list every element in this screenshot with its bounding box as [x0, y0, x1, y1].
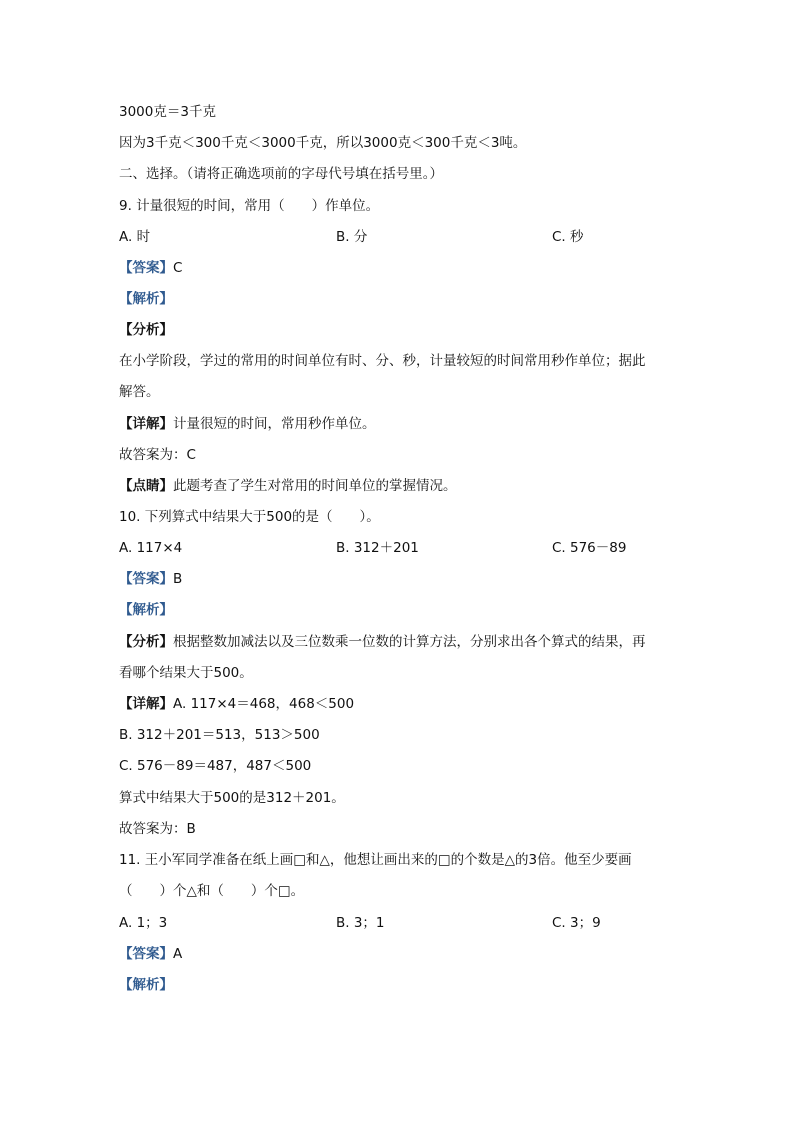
question-11: 11. 王小军同学准备在纸上画□和△，他想让画出来的□的个数是△的3倍。他至少要画 [119, 852, 632, 868]
detail-text: C. 576－89＝487，487＜500 [119, 758, 312, 774]
conclusion: 故答案为：B [119, 821, 196, 837]
question-9: 9. 计量很短的时间，常用（ ）作单位。 [119, 198, 380, 214]
option-b: B. 312＋201 [336, 540, 419, 556]
fenxi-text: 根据整数加减法以及三位数乘一位数的计算方法，分别求出各个算式的结果，再 [173, 634, 646, 650]
detail-line [119, 696, 354, 712]
option-c: C. 秒 [552, 229, 584, 245]
comment-tag: 【点睛】 [119, 478, 173, 494]
question-11-options [119, 915, 679, 931]
option-b: B. 分 [336, 229, 368, 245]
answer-tag: 【答案】 [119, 946, 173, 962]
analysis-tag: 【解析】 [119, 977, 173, 993]
fenxi-tag: 【分析】 [119, 634, 173, 650]
option-a: A. 1；3 [119, 915, 168, 931]
detail-text: 计量很短的时间，常用秒作单位。 [173, 416, 376, 432]
fenxi-text: 解答。 [119, 384, 160, 400]
text-line: 因为3千克＜300千克＜3000千克，所以3000克＜300千克＜3吨。 [119, 135, 527, 151]
question-10: 10. 下列算式中结果大于500的是（ ）。 [119, 509, 380, 525]
fenxi-text: 看哪个结果大于500。 [119, 665, 253, 681]
option-c: C. 3；9 [552, 915, 601, 931]
question-11-continued: （ ）个△和（ ）个□。 [119, 883, 305, 899]
answer-tag: 【答案】 [119, 260, 173, 276]
option-a: A. 117×4 [119, 540, 183, 556]
comment-line [119, 478, 457, 494]
answer-tag: 【答案】 [119, 571, 173, 587]
detail-text: A. 117×4＝468，468＜500 [173, 696, 355, 712]
comment-text: 此题考查了学生对常用的时间单位的掌握情况。 [173, 478, 457, 494]
question-9-options [119, 229, 679, 245]
conclusion: 故答案为：C [119, 447, 196, 463]
answer-line [119, 946, 182, 962]
detail-tag: 【详解】 [119, 696, 173, 712]
option-c: C. 576－89 [552, 540, 627, 556]
text-line: 3000克＝3千克 [119, 104, 216, 120]
option-a: A. 时 [119, 229, 151, 245]
answer-value: A [173, 946, 183, 962]
answer-value: C [173, 260, 183, 276]
fenxi-line [119, 634, 646, 650]
answer-line [119, 571, 182, 587]
analysis-tag: 【解析】 [119, 602, 173, 618]
section-heading: 二、选择。（请将正确选项前的字母代号填在括号里。） [119, 166, 443, 182]
answer-line [119, 260, 182, 276]
summary: 算式中结果大于500的是312＋201。 [119, 790, 345, 806]
question-10-options [119, 540, 679, 556]
option-b: B. 3；1 [336, 915, 385, 931]
fenxi-text: 在小学阶段，学过的常用的时间单位有时、分、秒，计量较短的时间常用秒作单位；据此 [119, 353, 646, 369]
detail-text: B. 312＋201＝513，513＞500 [119, 727, 320, 743]
analysis-tag: 【解析】 [119, 291, 173, 307]
detail-line [119, 416, 376, 432]
answer-value: B [173, 571, 183, 587]
detail-tag: 【详解】 [119, 416, 173, 432]
fenxi-tag: 【分析】 [119, 322, 173, 338]
